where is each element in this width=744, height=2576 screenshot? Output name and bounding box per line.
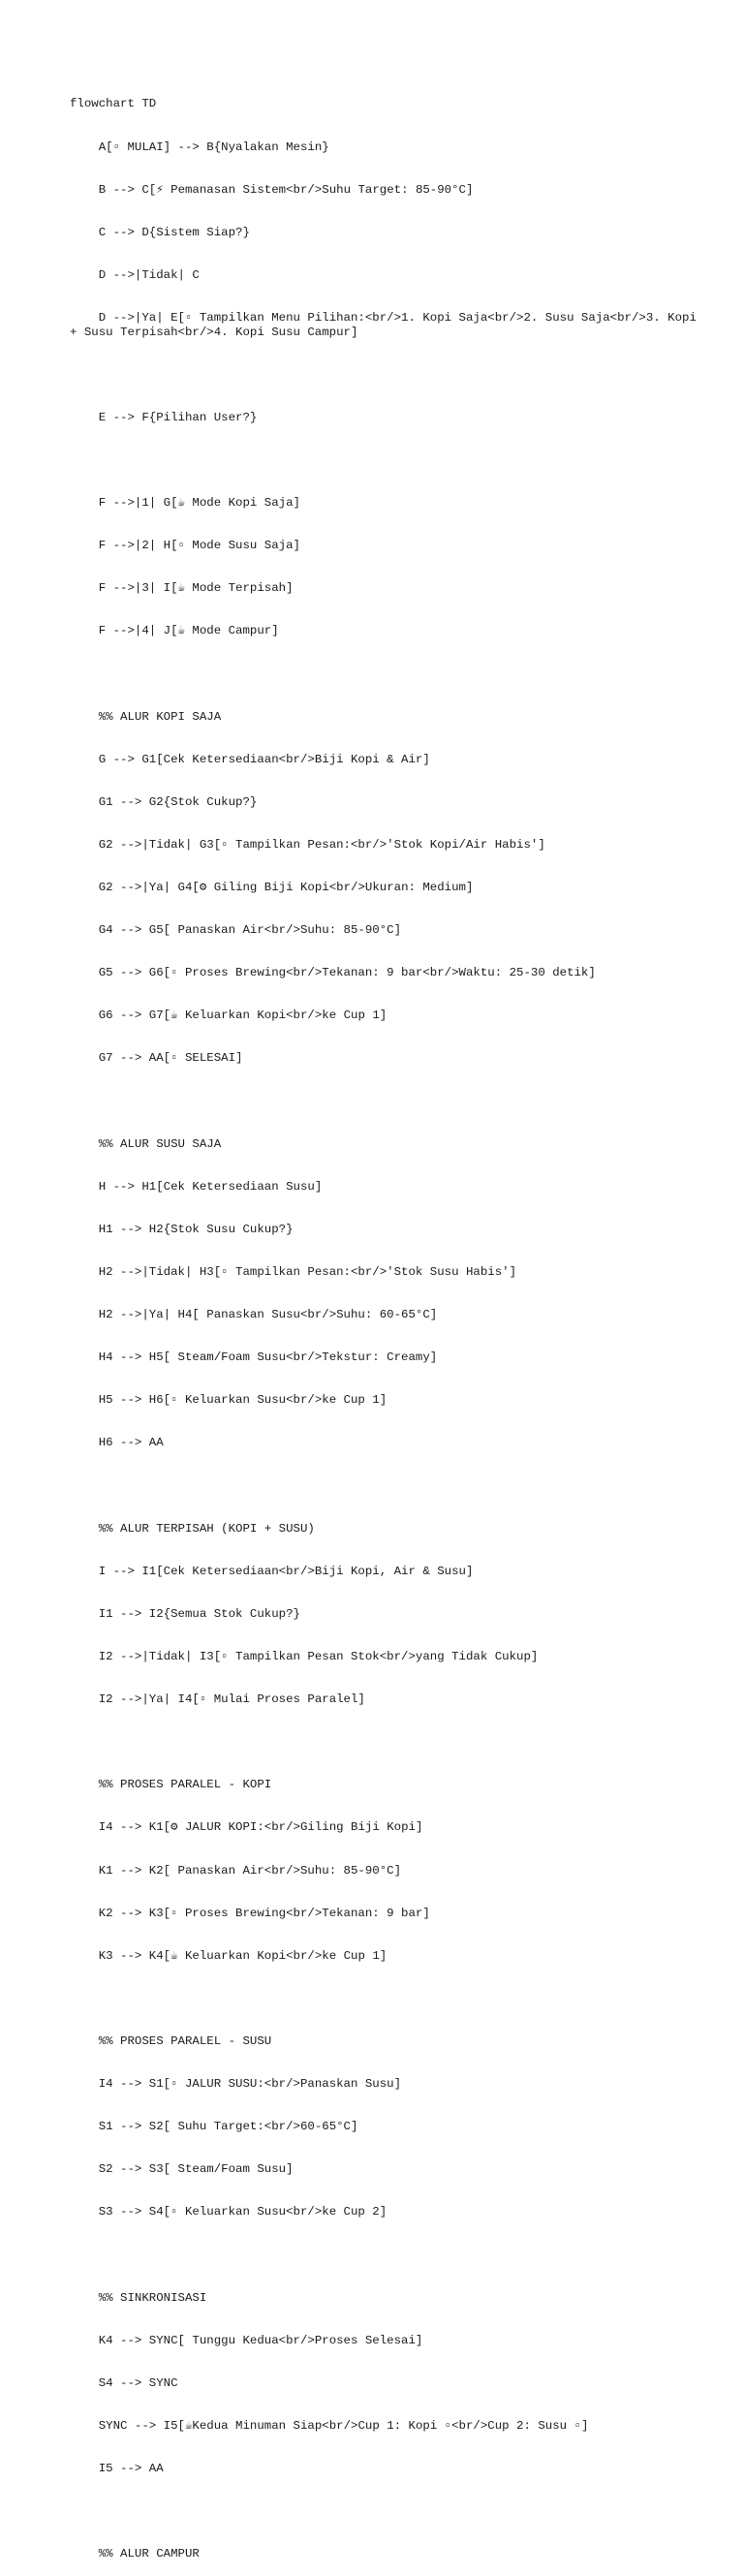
- code-line: G7 --> AA[▫ SELESAI]: [70, 1051, 243, 1066]
- blank-line: [70, 1735, 699, 1750]
- code-line: H6 --> AA: [70, 1436, 164, 1450]
- code-document: [70, 69, 704, 2576]
- blank-line: [70, 1095, 699, 1109]
- code-line: S1 --> S2[ Suhu Target:<br/>60-65°C]: [70, 2120, 358, 2134]
- code-line: K2 --> K3[▫ Proses Brewing<br/>Tekanan: 9 bar]: [70, 1906, 430, 1920]
- code-line: H4 --> H5[ Steam/Foam Susu<br/>Tekstur: Creamy]: [70, 1350, 438, 1365]
- code-line: I2 -->|Ya| I4[▫ Mulai Proses Paralel]: [70, 1692, 365, 1707]
- code-line: H2 -->|Tidak| H3[▫ Tampilkan Pesan:<br/>'Stok Susu Habis']: [70, 1265, 517, 1279]
- blank-line: [70, 1992, 699, 2006]
- code-line: S2 --> S3[ Steam/Foam Susu]: [70, 2162, 294, 2177]
- code-line: F -->|3| I[☕ Mode Terpisah]: [70, 581, 294, 596]
- code-line: G2 -->|Tidak| G3[▫ Tampilkan Pesan:<br/>'Stok Kopi/Air Habis']: [70, 837, 545, 852]
- comment-line: %% ALUR KOPI SAJA: [70, 709, 222, 724]
- code-line: I1 --> I2{Semua Stok Cukup?}: [70, 1606, 300, 1621]
- comment-line: %% SINKRONISASI: [70, 2290, 207, 2305]
- code-line: K1 --> K2[ Panaskan Air<br/>Suhu: 85-90°C]: [70, 1863, 402, 1878]
- code-line: F -->|2| H[▫ Mode Susu Saja]: [70, 539, 300, 553]
- code-line: I4 --> S1[▫ JALUR SUSU:<br/>Panaskan Susu]: [70, 2077, 402, 2092]
- code-line: G4 --> G5[ Panaskan Air<br/>Suhu: 85-90°C]: [70, 923, 402, 938]
- blank-line: [70, 368, 699, 383]
- code-line: G5 --> G6[▫ Proses Brewing<br/>Tekanan: 9 bar<br/>Waktu: 25-30 detik]: [70, 966, 596, 980]
- code-line: D -->|Ya| E[▫ Tampilkan Menu Pilihan:<br/>1. Kopi Saja<br/>2. Susu Saja<br/>3. Kopi + Susu Terpisah<br/>4. Kopi Susu Campur]: [70, 310, 704, 339]
- comment-line: %% ALUR TERPISAH (KOPI + SUSU): [70, 1521, 315, 1536]
- code-line: F -->|1| G[☕ Mode Kopi Saja]: [70, 496, 300, 511]
- code-line: SYNC --> I5[☕Kedua Minuman Siap<br/>Cup 1: Kopi ▫<br/>Cup 2: Susu ▫]: [70, 2418, 589, 2433]
- comment-line: %% ALUR SUSU SAJA: [70, 1136, 222, 1151]
- blank-line: [70, 453, 699, 468]
- code-line: I2 -->|Tidak| I3[▫ Tampilkan Pesan Stok<br/>yang Tidak Cukup]: [70, 1649, 539, 1663]
- code-line: C --> D{Sistem Siap?}: [70, 225, 250, 239]
- code-line: K3 --> K4[☕ Keluarkan Kopi<br/>ke Cup 1]: [70, 1948, 388, 1963]
- code-line: H2 -->|Ya| H4[ Panaskan Susu<br/>Suhu: 60-65°C]: [70, 1308, 438, 1322]
- code-line: flowchart TD: [70, 97, 157, 111]
- code-line: G2 -->|Ya| G4[⚙ Giling Biji Kopi<br/>Ukuran: Medium]: [70, 881, 474, 895]
- code-line: S4 --> SYNC: [70, 2375, 178, 2390]
- code-line: D -->|Tidak| C: [70, 267, 200, 282]
- code-line: F -->|4| J[☕ Mode Campur]: [70, 624, 279, 638]
- code-line: E --> F{Pilihan User?}: [70, 410, 258, 424]
- comment-line: %% PROSES PARALEL - SUSU: [70, 2033, 272, 2048]
- blank-line: [70, 2248, 699, 2262]
- code-line: H1 --> H2{Stok Susu Cukup?}: [70, 1222, 294, 1236]
- code-line: H5 --> H6[▫ Keluarkan Susu<br/>ke Cup 1]: [70, 1393, 388, 1408]
- code-line: G1 --> G2{Stok Cukup?}: [70, 794, 258, 809]
- blank-line: [70, 667, 699, 682]
- code-line: K4 --> SYNC[ Tunggu Kedua<br/>Proses Selesai]: [70, 2333, 423, 2347]
- comment-line: %% PROSES PARALEL - KOPI: [70, 1778, 272, 1792]
- code-line: G --> G1[Cek Ketersediaan<br/>Biji Kopi & Air]: [70, 752, 430, 766]
- blank-line: [70, 2504, 699, 2519]
- code-line: G6 --> G7[☕ Keluarkan Kopi<br/>ke Cup 1]: [70, 1009, 388, 1023]
- code-line: A[▫ MULAI] --> B{Nyalakan Mesin}: [70, 140, 329, 154]
- code-line: H --> H1[Cek Ketersediaan Susu]: [70, 1179, 323, 1194]
- code-line: S3 --> S4[▫ Keluarkan Susu<br/>ke Cup 2]: [70, 2205, 388, 2219]
- code-line: I --> I1[Cek Ketersediaan<br/>Biji Kopi, Air & Susu]: [70, 1564, 474, 1578]
- code-line: B --> C[⚡ Pemanasan Sistem<br/>Suhu Target: 85-90°C]: [70, 182, 474, 197]
- comment-line: %% ALUR CAMPUR: [70, 2547, 200, 2561]
- code-line: I5 --> AA: [70, 2462, 164, 2475]
- blank-line: [70, 1479, 699, 1494]
- code-line: I4 --> K1[⚙ JALUR KOPI:<br/>Giling Biji Kopi]: [70, 1820, 423, 1835]
